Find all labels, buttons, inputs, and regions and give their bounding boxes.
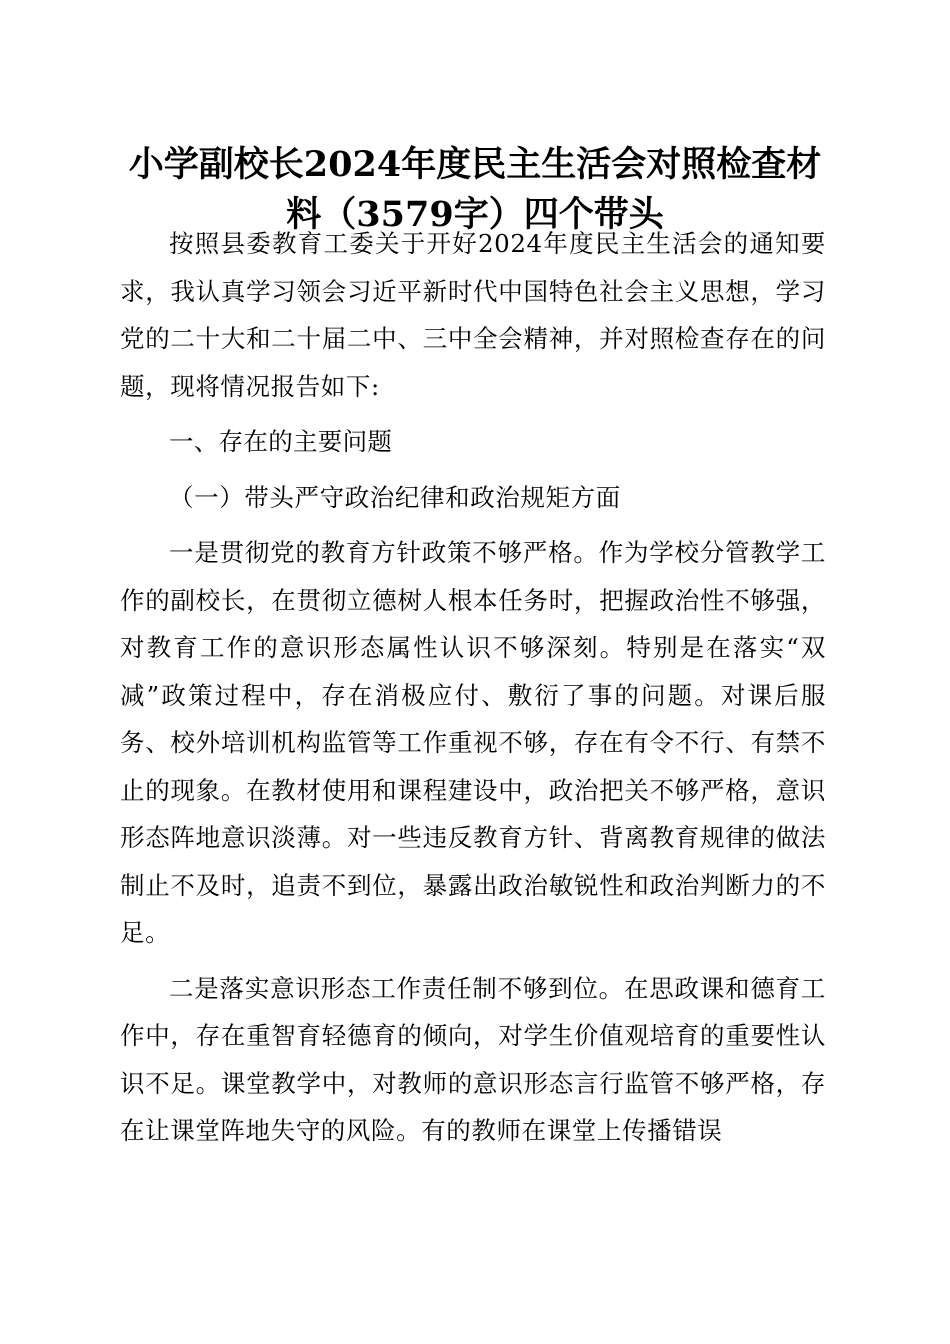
subsection-heading: （一）带头严守政治纪律和政治规矩方面	[169, 482, 621, 512]
title-line-2: 料（3579字）四个带头	[286, 194, 664, 235]
intro-paragraph: 按照县委教育工委关于开好2024年度民主生活会的通知要求，我认真学习领会习近平新时代中国特色社会主义思想，学习党的二十大和二十届二中、三中全会精神，并对照检查存在的问题，现将情况报告如下:	[120, 229, 826, 401]
document-body	[120, 220, 826, 1155]
body-paragraph-1: 一是贯彻党的教育方针政策不够严格。作为学校分管教学工作的副校长，在贯彻立德树人根本任务时，把握政治性不够强，对教育工作的意识形态属性认识不够深刻。特别是在落实“双减”政策过程中，存在消极应付、敷衍了事的问题。对课后服务、校外培训机构监管等工作重视不够，存在有令不行、有禁不止的现象。在教材使用和课程建设中，政治把关不够严格，意识形态阵地意识淡薄。对一些违反教育方针、背离教育规律的做法制止不及时，追责不到位，暴露出政治敏锐性和政治判断力的不足。	[120, 538, 826, 947]
title-line-1: 小学副校长2024年度民主生活会对照检查材	[128, 144, 822, 185]
body-paragraph-2: 二是落实意识形态工作责任制不够到位。在思政课和德育工作中，存在重智育轻德育的倾向，对学生价值观培育的重要性认识不足。课堂教学中，对教师的意识形态言行监管不够严格，存在让课堂阵地失守的风险。有的教师在课堂上传播错误	[120, 973, 826, 1145]
section-heading: 一、存在的主要问题	[169, 427, 393, 456]
